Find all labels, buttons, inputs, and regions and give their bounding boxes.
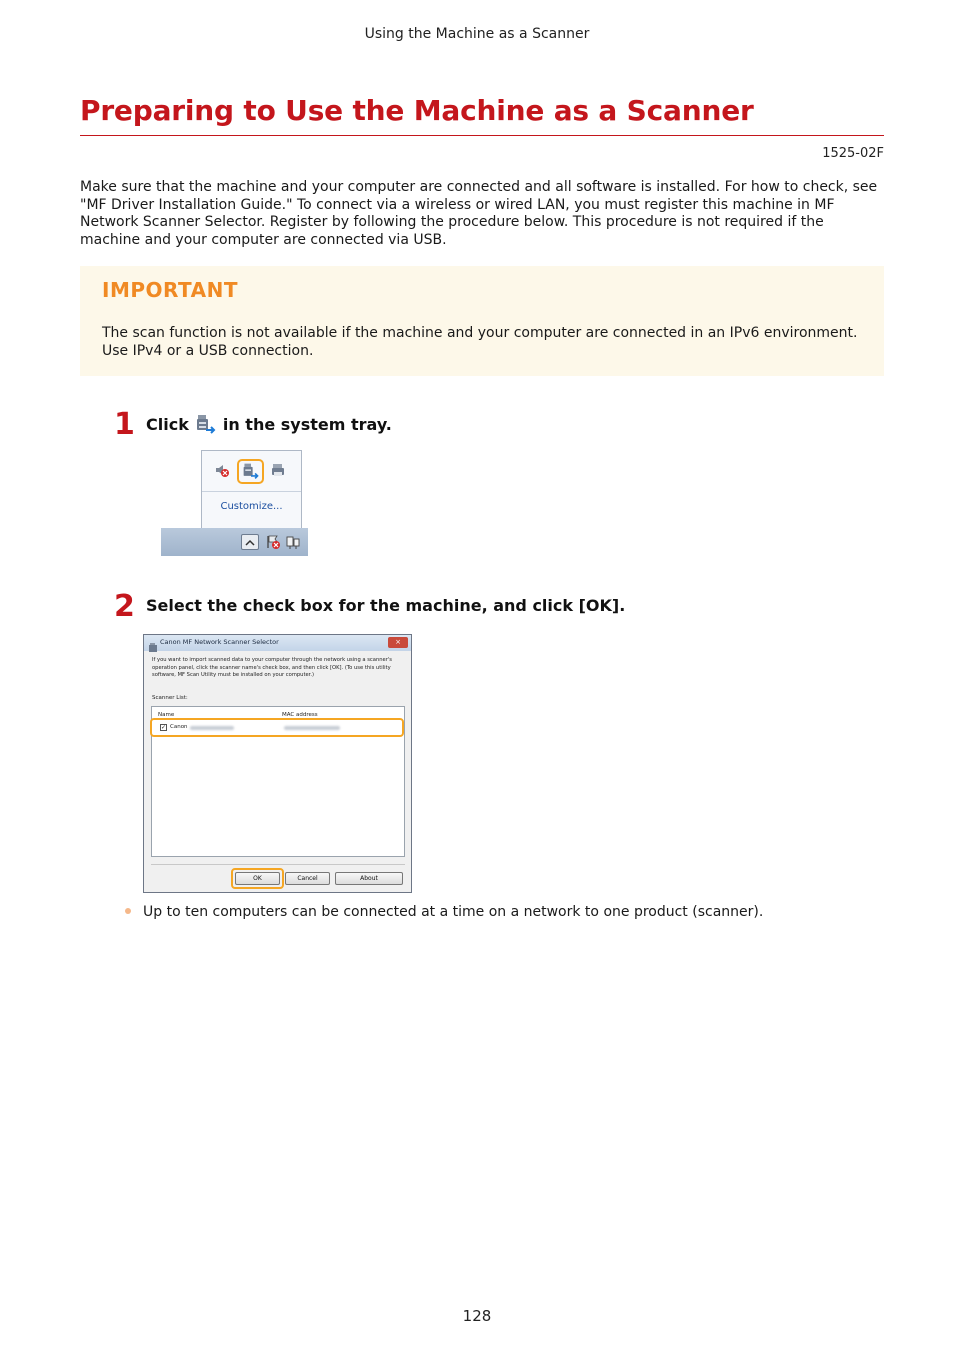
ok-button-highlight (231, 868, 284, 889)
cancel-button[interactable]: Cancel (285, 872, 330, 885)
bullet-dot-icon (125, 908, 131, 914)
step-1-number: 1 (114, 407, 135, 442)
column-header-name[interactable]: Name (158, 712, 175, 718)
muted-speaker-icon (214, 462, 230, 482)
step-1-text-after: in the system tray. (222, 415, 392, 434)
important-box (80, 266, 884, 376)
intro-paragraph: Make sure that the machine and your computer are connected and all software is installed. For how to check, see "MF Driver Installation Guide." To connect via a wireless or wired LAN, you must register this machine in MF Network Scanner Selector. Register by following the procedure below. This procedure is not required if the machine and your computer are connected via USB. (80, 179, 878, 248)
network-scanner-tray-icon (195, 413, 217, 435)
dialog-description: If you want to import scanned data to your computer through the network using a scanner's operation panel, click the scanner name's check box, and then click [OK]. (To use this utility software, MF Scan Utility must be installed on your computer.) (152, 657, 392, 679)
app-icon (148, 638, 158, 657)
tray-popup-separator (202, 491, 301, 492)
printer-tray-icon[interactable] (270, 462, 286, 482)
scanner-row-highlight (150, 718, 404, 737)
dialog-titlebar (144, 635, 411, 651)
scanner-selector-dialog-screenshot (143, 634, 412, 893)
running-header: Using the Machine as a Scanner (364, 26, 590, 42)
network-tray-icon[interactable] (285, 534, 301, 554)
scanner-checkbox[interactable]: ✓ (161, 724, 167, 731)
list-item (125, 903, 763, 921)
tray-customize-link[interactable]: Customize... (220, 501, 283, 512)
dialog-close-button[interactable]: × (388, 637, 408, 648)
step-1-text (146, 413, 392, 435)
flag-alert-icon[interactable] (265, 534, 281, 554)
title-rule (80, 135, 884, 136)
tray-icon-highlight (237, 459, 264, 484)
step-2-number: 2 (114, 589, 135, 624)
page-title: Preparing to Use the Machine as a Scanner (80, 94, 754, 127)
scanner-name: Canon (170, 724, 188, 730)
tray-popup (201, 450, 302, 530)
ok-button[interactable]: OK (235, 872, 280, 885)
column-header-mac[interactable]: MAC address (282, 712, 318, 718)
step-2-text: Select the check box for the machine, and click [OK]. (146, 596, 626, 615)
system-tray-screenshot (161, 450, 308, 556)
dialog-title: Canon MF Network Scanner Selector (160, 638, 279, 646)
about-button[interactable]: About (335, 872, 403, 885)
important-text: The scan function is not available if the machine and your computer are connected in an IPv6 environment. Use IPv4 or a USB connection. (102, 325, 858, 359)
document-code: 1525-02F (822, 146, 884, 161)
page-number: 128 (462, 1307, 492, 1325)
show-hidden-icons-button[interactable] (241, 534, 259, 550)
taskbar (161, 528, 308, 556)
scanner-list-label: Scanner List: (152, 695, 188, 701)
bullet-text: Up to ten computers can be connected at a time on a network to one product (scanner). (143, 904, 764, 920)
step-1-text-before: Click (146, 415, 189, 434)
important-label: IMPORTANT (102, 278, 238, 302)
dialog-separator (151, 864, 405, 865)
